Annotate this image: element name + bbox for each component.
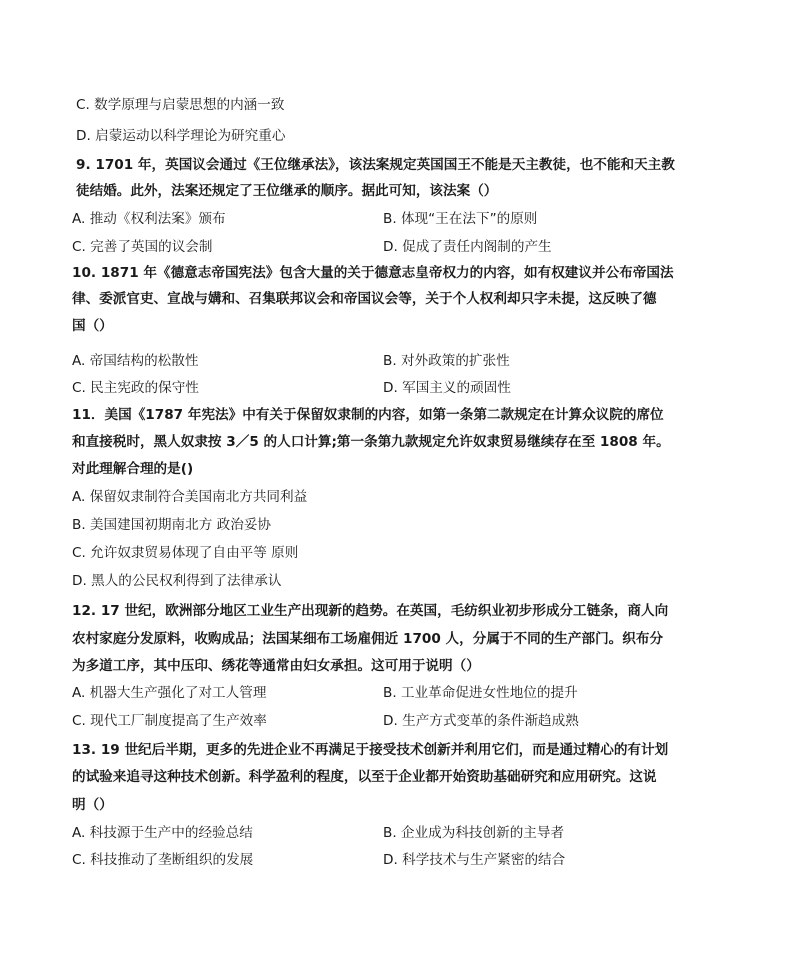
q13-option-c: C. 科技推动了垄断组织的发展 bbox=[72, 852, 254, 868]
q13-stem-line-2: 的试验来追寻这种技术创新。科学盈利的程度，以至于企业都开始资助基础研究和应用研究。这说 bbox=[72, 769, 657, 785]
q12-option-b: B. 工业革命促进女性地位的提升 bbox=[383, 685, 578, 701]
q10-option-c: C. 民主宪政的保守性 bbox=[72, 380, 199, 396]
q9-option-a: A. 推动《权利法案》颁布 bbox=[72, 211, 226, 227]
q12-option-a: A. 机器大生产强化了对工人管理 bbox=[72, 685, 267, 701]
q9-stem-line-1: 9. 1701 年，英国议会通过《王位继承法》，该法案规定英国国王不能是天主教徒，也不能和天主教 bbox=[76, 157, 675, 173]
q10-option-b: B. 对外政策的扩张性 bbox=[383, 353, 510, 369]
q12-stem-line-1: 12. 17 世纪，欧洲部分地区工业生产出现新的趋势。在英国，毛纺织业初步形成分工链条，商人向 bbox=[72, 603, 669, 619]
q9-stem-line-2: 徒结婚。此外，法案还规定了王位继承的顺序。据此可知，该法案（） bbox=[76, 183, 498, 199]
q10-stem-line-1: 10. 1871 年《德意志帝国宪法》包含大量的关于德意志皇帝权力的内容，如有权建议并公布帝国法 bbox=[72, 265, 674, 281]
q13-option-b: B. 企业成为科技创新的主导者 bbox=[383, 825, 565, 841]
q10-stem-line-2: 律、委派官吏、宣战与媾和、召集联邦议会和帝国议会等，关于个人权利却只字未提，这反映了德 bbox=[72, 291, 657, 307]
q11-stem-line-2: 和直接税时，黑人奴隶按 3／5 的人口计算;第一条第九款规定允许奴隶贸易继续存在至 1808 年。 bbox=[72, 434, 670, 450]
q11-option-b: B. 美国建国初期南北方 政治妥协 bbox=[72, 517, 272, 533]
q9-option-c: C. 完善了英国的议会制 bbox=[72, 239, 213, 255]
q8-option-c: C. 数学原理与启蒙思想的内涵一致 bbox=[76, 97, 285, 113]
q12-option-d: D. 生产方式变革的条件渐趋成熟 bbox=[383, 713, 579, 729]
q13-stem-line-3: 明（） bbox=[72, 797, 113, 813]
q11-option-a: A. 保留奴隶制符合美国南北方共同利益 bbox=[72, 489, 308, 505]
q11-option-d: D. 黑人的公民权利得到了法律承认 bbox=[72, 573, 282, 589]
q13-option-a: A. 科技源于生产中的经验总结 bbox=[72, 825, 253, 841]
q11-stem-line-1: 11．美国《1787 年宪法》中有关于保留奴隶制的内容，如第一条第二款规定在计算众议院的席位 bbox=[72, 407, 664, 423]
q9-option-b: B. 体现“王在法下”的原则 bbox=[383, 211, 538, 227]
q13-option-d: D. 科学技术与生产紧密的结合 bbox=[383, 852, 566, 868]
q12-stem-line-2: 农村家庭分发原料，收购成品；法国某细布工场雇佣近 1700 人，分属于不同的生产部门。织布分 bbox=[72, 631, 664, 647]
q10-stem-line-3: 国（） bbox=[72, 318, 113, 334]
q8-option-d: D. 启蒙运动以科学理论为研究重心 bbox=[76, 128, 286, 144]
q11-stem-line-3: 对此理解合理的是() bbox=[72, 461, 194, 477]
q10-option-a: A. 帝国结构的松散性 bbox=[72, 353, 199, 369]
q12-stem-line-3: 为多道工序，其中压印、绣花等通常由妇女承担。这可用于说明（） bbox=[72, 658, 480, 674]
q12-option-c: C. 现代工厂制度提高了生产效率 bbox=[72, 713, 267, 729]
q11-option-c: C. 允许奴隶贸易体现了自由平等 原则 bbox=[72, 545, 299, 561]
q13-stem-line-1: 13. 19 世纪后半期，更多的先进企业不再满足于接受技术创新并利用它们，而是通过精心的有计划 bbox=[72, 742, 669, 758]
q9-option-d: D. 促成了责任内阁制的产生 bbox=[383, 239, 552, 255]
q10-option-d: D. 军国主义的顽固性 bbox=[383, 380, 511, 396]
